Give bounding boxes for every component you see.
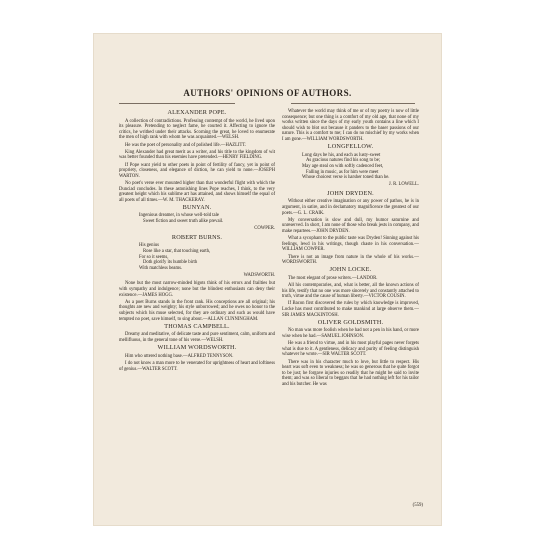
verse-line: Falling in music, as for him were meet bbox=[306, 169, 379, 175]
quote-paragraph: There was in his character much to love, but little to respect. His heart was soft even to weakness; he was so generous that he quite forgot to be just; he forgave injuries so readily that he might be said to invite them; and was so liberal to beggars that he had nothing left for his tailor and his butcher. He was bbox=[282, 359, 419, 387]
quote-paragraph: King Alexander had great merit as a writer, and his title to the kingdom of wit was better founded than his enemies have pretended.—HENRY FIELDING. bbox=[119, 149, 275, 161]
verse-block bbox=[139, 213, 275, 224]
verse-line: Sweet fiction and sweet truth alike prevail. bbox=[143, 219, 224, 225]
quote-paragraph: There is not an image from nature in the whole of his works.—WORDSWORTH. bbox=[282, 254, 419, 266]
verse-line: Rose like a star, that touching earth, bbox=[143, 248, 211, 254]
section-heading: JOHN DRYDEN. bbox=[327, 189, 374, 197]
quote-paragraph: I do not know a man more to be venerated for uprightness of heart and loftiness of genius.—WALTER SCOTT. bbox=[119, 360, 275, 372]
quote-paragraph: No poet's verse ever mounted higher than that wonderful flight with which the Dunciad concludes. In these astonishing lines Pope reaches, I think, to the very greatest height which his sublime art has attained, and shows himself the equal of all poets of all times.—W. M. THACKERAY. bbox=[119, 180, 275, 203]
quote-attribution: WADSWORTH. bbox=[243, 272, 275, 278]
title-rule-right bbox=[291, 103, 415, 104]
verse-line: Whose choicest verse is harsher toned than he. bbox=[302, 175, 390, 181]
quote-attribution: COWPER. bbox=[254, 226, 275, 232]
section-heading: BUNYAN. bbox=[182, 203, 212, 211]
quote-paragraph: What a sycophant to the public taste was Dryden! Sinning against his feelings, lewd in his writings, though chaste in his conversation.—WILLIAM COWPER. bbox=[282, 236, 419, 253]
quote-paragraph: Whatever the world may think of me or of my poetry is now of little consequence; but one thing is a comfort of my old age, that none of my works written since the days of my early youth contains a line which I should wish to blot out because it panders to the baser passions of our nature. This is a comfort to me; I can do no mischief by my works when I am gone.—WILLIAM WORDSWORTH. bbox=[282, 109, 419, 142]
quote-paragraph: No man was more foolish when he had not a pen in his hand, or more wise when he had.—SAMUEL JOHNSON. bbox=[282, 328, 419, 340]
book-page bbox=[93, 33, 442, 526]
right-column bbox=[282, 109, 419, 389]
section-heading: THOMAS CAMPBELL. bbox=[164, 322, 230, 330]
title-rule-left bbox=[119, 103, 235, 104]
left-column bbox=[119, 109, 275, 374]
section-heading: JOHN LOCKE. bbox=[329, 266, 372, 274]
quote-paragraph: As a poet Burns stands in the front rank. His conceptions are all original; his thoughts are new and weighty; his style unborrowed; and he owes no honor to the subjects which his muse selected, for they are ordinary and such as would have tempted no poet, save himself, to sing about.—ALLAN CUNNINGHAM. bbox=[119, 299, 275, 322]
verse-line: With matchless beams. bbox=[139, 265, 183, 271]
verse-block bbox=[302, 153, 419, 181]
section-heading: WILLIAM WORDSWORTH. bbox=[157, 344, 237, 352]
quote-paragraph: He was a friend to virtue, and in his most playful pages never forgets what is due to it. A gentleness, delicacy and purity of feeling distinguish whatever he wrote.—SIR WALTER SCOTT. bbox=[282, 341, 419, 358]
quote-paragraph: Dreamy and meditative, of delicate taste and pure sentiment, calm, uniform and mellifluous, in the general tone of his verse.—WELSH. bbox=[119, 332, 275, 343]
section-heading: ROBERT BURNS. bbox=[171, 233, 223, 241]
verse-line: His genius bbox=[139, 243, 159, 249]
verse-line: Long days be his, and each as lusty-sweet bbox=[302, 152, 381, 158]
quote-paragraph: None but the most narrow-minded bigots think of his errors and frailties but with sympathy and indulgence; none but the blindest enthusiasts can deny their existence.—JAMES HOGG. bbox=[119, 281, 275, 298]
verse-block bbox=[139, 243, 275, 271]
quote-paragraph: My conversation is slow and dull, my humor saturnine and unreserved. In short, I am none of those who break jests in company, and make repartees.—JOHN DRYDEN. bbox=[282, 217, 419, 234]
verse-line: Doth glorify its humble birth bbox=[143, 260, 198, 266]
section-heading: ALEXANDER POPE. bbox=[167, 109, 227, 116]
page-title: AUTHORS' OPINIONS OF AUTHORS. bbox=[183, 88, 352, 98]
quote-paragraph: All his contemporaries, and, what is better, all the known actions of his life, testify that no one was more sincerely and constantly attached to truth, virtue and the cause of human liberty.—VICTOR COUSIN. bbox=[282, 283, 419, 300]
quote-paragraph: Without either creative imagination or any power of pathos, he is in argument, in satire, and in declamatory magnificence the greatest of our poets.—G. L. CRAIK. bbox=[282, 199, 419, 216]
verse-line: May age steal on with softly cadenced feet, bbox=[302, 163, 384, 169]
quote-paragraph: Him who uttered nothing base.—ALFRED TENNYSON. bbox=[125, 353, 234, 359]
quote-paragraph: A collection of contradictions. Professing contempt of the world, he lived upon its pleasure. Pretending to neglect fame, he courted it. Affecting to ignore the critics, he writhed under their attacks. Scorning the great, he loved to enumerate the men of high rank with whom he was acquainted.—WELSH. bbox=[119, 118, 275, 141]
section-heading: LONGFELLOW. bbox=[327, 143, 374, 151]
section-heading: OLIVER GOLDSMITH. bbox=[317, 318, 384, 326]
verse-line: Ingenious dreamer, in whose well-told tale bbox=[139, 213, 219, 219]
verse-line: For so it seems, bbox=[139, 254, 169, 260]
verse-line: As gracious natures find his song to be; bbox=[306, 158, 381, 164]
quote-paragraph: He was the poet of personality and of polished life.—HAZLITT. bbox=[125, 142, 247, 148]
quote-paragraph: If Bacon first discovered the rules by which knowledge is improved, Locke has most contributed to make mankind at large observe them.—SIR JAMES MACKINTOSH. bbox=[282, 301, 419, 318]
page-number: (559) bbox=[412, 503, 423, 508]
quote-paragraph: If Pope want yield to other poets in point of fertility of fancy, yet in point of propriety, closeness, and elegance of diction, he can yield to none.—JOSEPH WARTON. bbox=[119, 162, 275, 179]
quote-attribution: J. R. LOWELL. bbox=[388, 182, 419, 188]
quote-paragraph: The most elegant of prose writers.—LANDOR. bbox=[288, 275, 378, 281]
